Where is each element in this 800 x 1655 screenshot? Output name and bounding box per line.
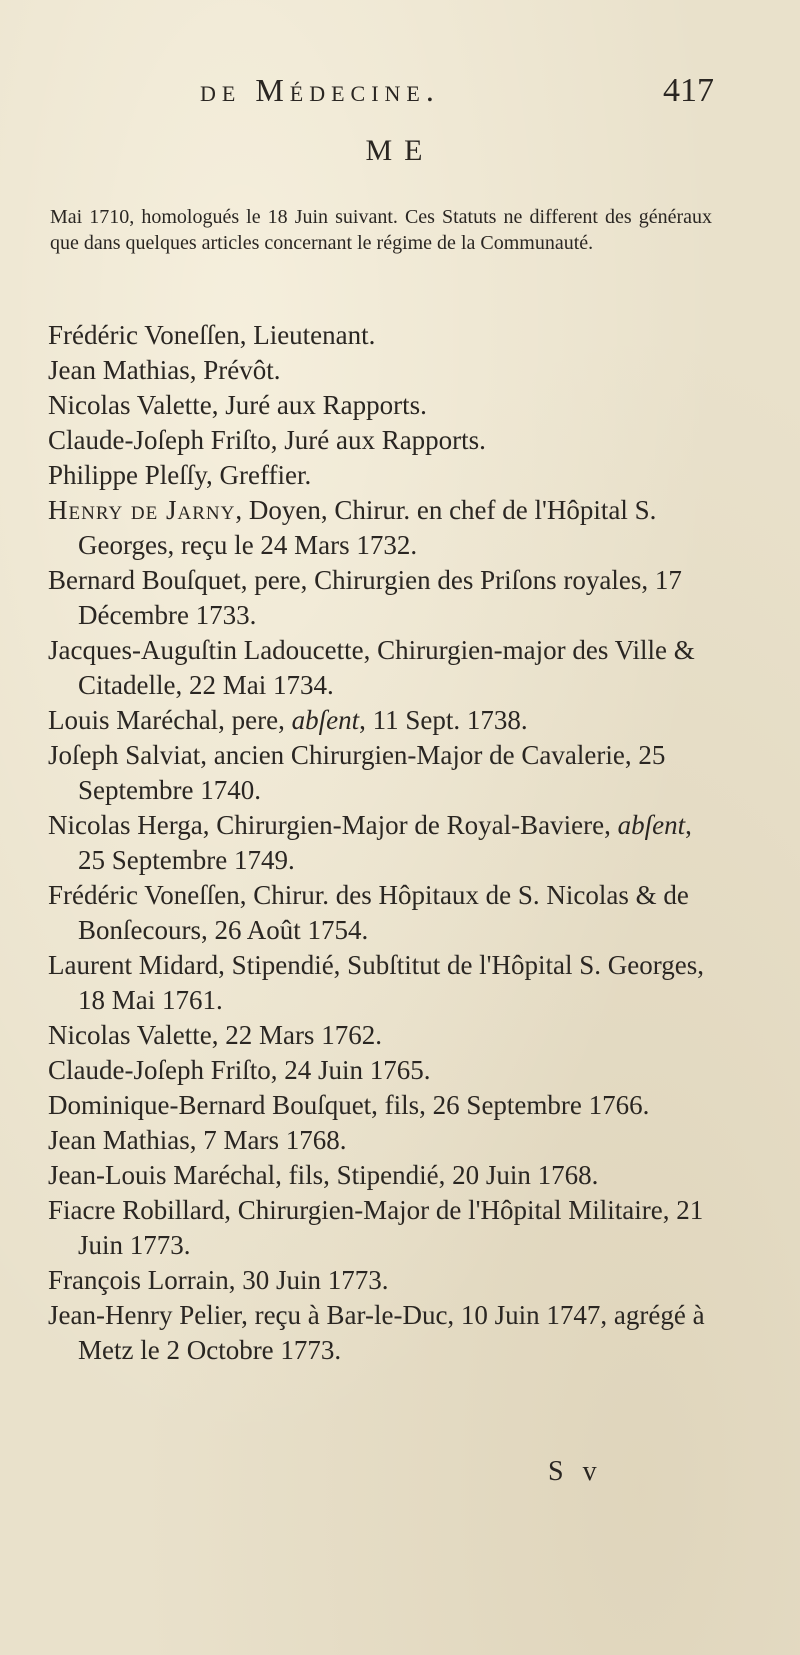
list-item: Jean Mathias, Prévôt. [48,355,281,385]
list-item: Jacques-Auguſtin Ladoucette, Chirurgien-major des Ville & Citadelle, 22 Mai 1734. [48,635,695,700]
list-item: Jean Mathias, 7 Mars 1768. [48,1125,347,1155]
list-item: Dominique-Bernard Bouſquet, fils, 26 Septembre 1766. [48,1090,650,1120]
list-item: Bernard Bouſquet, pere, Chirurgien des Priſons royales, 17 Décembre 1733. [48,565,682,630]
page-header [200,72,720,122]
section-heading: ME [365,134,435,167]
list-item: François Lorrain, 30 Juin 1773. [48,1265,389,1295]
running-title: de Médecine. [200,72,440,108]
list-item: Louis Maréchal, pere, abſent, 11 Sept. 1738. [48,705,528,735]
list-item: Frédéric Voneſſen, Lieutenant. [48,320,376,350]
intro-paragraph: Mai 1710, homologués le 18 Juin suivant. Ces Statuts ne different des généraux que dans quelques articles concernant le régime de la Communauté. [50,206,712,254]
member-list [48,318,716,1368]
page-number: 417 [663,72,714,109]
italic-word: abſent [291,705,360,735]
list-item: Philippe Pleſſy, Greffier. [48,460,312,490]
list-item: Frédéric Voneſſen, Chirur. des Hôpitaux de S. Nicolas & de Bonſecours, 26 Août 1754. [48,880,689,945]
list-item: Henry de Jarny, Doyen, Chirur. en chef de l'Hôpital S. Georges, reçu le 24 Mars 1732. [48,495,657,560]
list-item: Joſeph Salviat, ancien Chirurgien-Major de Cavalerie, 25 Septembre 1740. [48,740,666,805]
list-item: Claude-Joſeph Friſto, 24 Juin 1765. [48,1055,431,1085]
list-item: Nicolas Valette, Juré aux Rapports. [48,390,427,420]
small-caps-name: Henry de Jarny [48,495,236,525]
list-item: Nicolas Herga, Chirurgien-Major de Royal-Baviere, abſent, 25 Septembre 1749. [48,810,692,875]
catchword: S v [548,1456,603,1487]
list-item: Claude-Joſeph Friſto, Juré aux Rapports. [48,425,486,455]
list-item: Jean-Henry Pelier, reçu à Bar-le-Duc, 10 Juin 1747, agrégé à Metz le 2 Octobre 1773. [48,1300,705,1365]
list-item: Fiacre Robillard, Chirurgien-Major de l'Hôpital Militaire, 21 Juin 1773. [48,1195,704,1260]
list-item: Laurent Midard, Stipendié, Subſtitut de l'Hôpital S. Georges, 18 Mai 1761. [48,950,705,1015]
list-item: Nicolas Valette, 22 Mars 1762. [48,1020,382,1050]
italic-word: abſent [617,810,686,840]
list-item: Jean-Louis Maréchal, fils, Stipendié, 20 Juin 1768. [48,1160,599,1190]
